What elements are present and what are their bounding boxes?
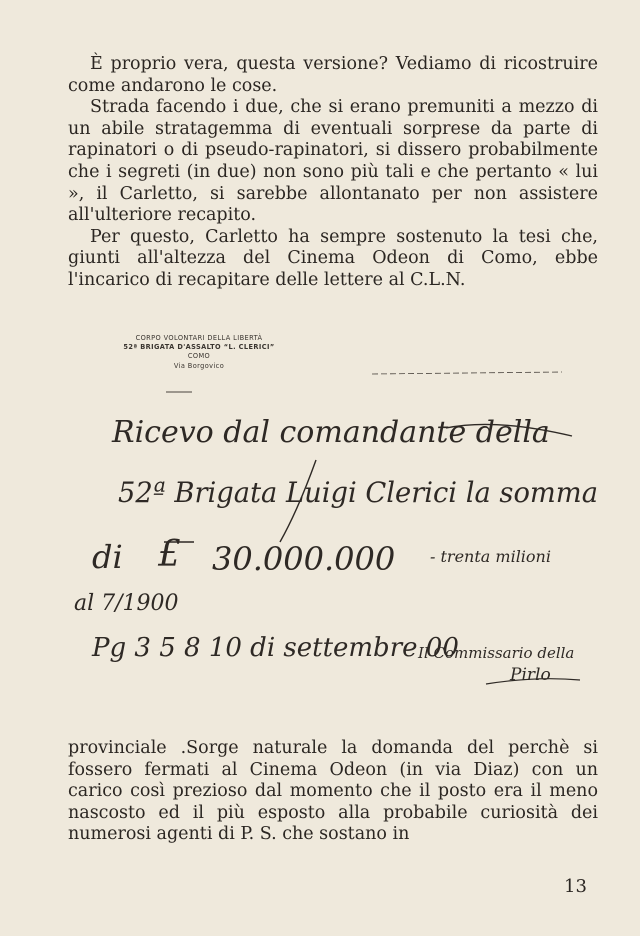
signature-line-1: Il Commissario della (418, 644, 575, 662)
top-text-block (68, 54, 598, 292)
handwriting-line-2: 52ª Brigata Luigi Clerici la somma (118, 476, 598, 509)
paragraph-2: Strada facendo i due, che si erano premuniti a mezzo di un abile stratagemma di eventuali sorprese da parte di rapinatori o di pseudo-rapinatori, si dissero probabilmente che i segreti (in due) non sono più tali e che pertanto « lui », il Carletto, si sarebbe allontanato per non assistere all'ulteriore recapito. (68, 97, 598, 226)
handwriting-line-5: Pg 3 5 8 10 di settembre 00 (92, 633, 459, 663)
handwriting-line-1: Ricevo dal comandante della (112, 415, 550, 450)
handwriting-line-3-amount: 30.000.000 (212, 540, 396, 578)
handwriting-line-3-prefix: di (92, 538, 123, 576)
paragraph-4: provinciale .Sorge naturale la domanda del perchè si fossero fermati al Cinema Odeon (in via Diaz) con un carico così prezioso dal momento che il posto era il meno nascosto ed il più esposto alla probabile curiosità dei numerosi agenti di P. S. che sostano in (68, 738, 598, 845)
paragraph-3: Per questo, Carletto ha sempre sostenuto la tesi che, giunti all'altezza del Cinema Odeon di Como, ebbe l'incarico di recapitare delle lettere al C.L.N. (68, 226, 598, 290)
page-number: 13 (564, 876, 587, 897)
handwriting-line-3-suffix: - trenta milioni (430, 547, 551, 566)
stamp-line-4: Via Borgovico (173, 361, 225, 370)
handwritten-receipt (66, 330, 606, 690)
handwriting-line-4: al 7/1900 (74, 591, 179, 616)
letterhead-rule (372, 372, 562, 374)
signature-line-2: Pirlo (510, 665, 551, 685)
receipt-image (66, 330, 606, 690)
stamp-line-1: CORPO VOLONTARI DELLA LIBERTÀ (135, 334, 263, 342)
paragraph-1: È proprio vera, questa versione? Vediamo di ricostruire come andarono le cose. (68, 54, 598, 96)
stamp-line-3: COMO (187, 352, 211, 361)
stamp-line-2: 52ª BRIGATA D'ASSALTO “L. CLERICI” (123, 343, 275, 352)
lire-symbol-icon: £ (158, 534, 181, 575)
bottom-text-block (68, 738, 598, 846)
